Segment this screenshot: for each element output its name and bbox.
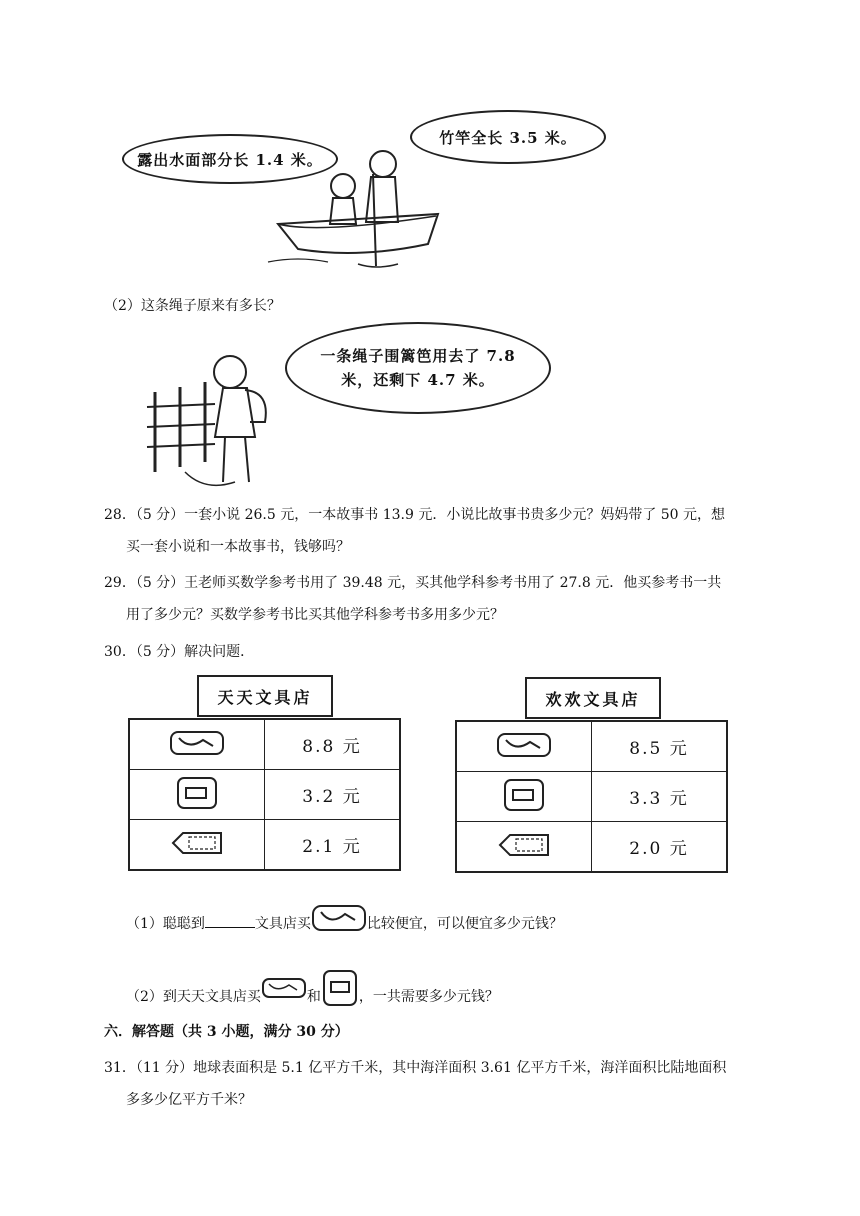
q29-line1: 29．（5 分）王老师买数学参考书用了 39.48 元，买其他学科参考书用了 27.8 元．他买参考书一共 — [104, 575, 722, 591]
bubble-right-text: 竹竿全长 3.5 米。 — [439, 128, 577, 147]
shop1-price-pencil-case: 8.8 元 — [265, 719, 401, 770]
q29-line2: 用了多少元？买数学参考书比买其他学科参考书多用多少元？ — [126, 607, 504, 623]
eraser-icon — [456, 822, 592, 873]
q30-sub2 — [126, 968, 499, 1026]
q30-sub2-suffix: ，一共需要多少元钱？ — [358, 989, 499, 1005]
q30-sub1-suffix: 比较便宜，可以便宜多少元钱？ — [366, 916, 563, 932]
q30-line1: 30．（5 分）解决问题． — [104, 644, 255, 660]
sharpener-icon — [129, 770, 265, 820]
shop1-title: 天天文具店 — [217, 687, 313, 707]
shop2-price-sharpener: 3.3 元 — [592, 772, 728, 822]
q27-sub2: （2）这条绳子原来有多长？ — [104, 298, 281, 314]
table-row — [129, 719, 400, 770]
sharpener-icon — [321, 968, 359, 1026]
shop1-price-sharpener: 3.2 元 — [265, 770, 401, 820]
shop1-price-table — [128, 718, 401, 871]
q31-line2: 多多少亿平方千米？ — [126, 1092, 252, 1108]
eraser-icon — [129, 820, 265, 871]
sharpener-icon — [456, 772, 592, 822]
bubble-left-text: 露出水面部分长 1.4 米。 — [137, 150, 323, 169]
q31-line1: 31．（11 分）地球表面积是 5.1 亿平方千米，其中海洋面积 3.61 亿平方千米，海洋面积比陆地面积 — [104, 1060, 727, 1076]
q28-line1: 28．（5 分）一套小说 26.5 元，一本故事书 13.9 元．小说比故事书贵多少元？妈妈带了 50 元，想 — [104, 507, 726, 523]
table-row — [456, 772, 727, 822]
fence-figure — [145, 322, 565, 492]
pencil-case-icon — [129, 719, 265, 770]
table-row — [456, 822, 727, 873]
answer-blank[interactable] — [205, 913, 255, 928]
table-row — [129, 770, 400, 820]
q30-sub1-prefix: （1）聪聪到 — [126, 916, 205, 932]
pencil-case-icon — [261, 975, 307, 1019]
q30-sub2-prefix: （2）到天天文具店买 — [126, 989, 261, 1005]
shop1-title-sign — [197, 675, 333, 717]
boy-at-fence-icon — [145, 342, 295, 492]
shop2-title: 欢欢文具店 — [545, 689, 641, 709]
shop2-title-sign — [525, 677, 661, 719]
pencil-case-icon — [456, 721, 592, 772]
q30-sub2-and: 和 — [306, 989, 321, 1005]
table-row — [456, 721, 727, 772]
section6-heading: 六．解答题（共 3 小题，满分 30 分） — [104, 1024, 349, 1040]
shop2-price-pencil-case: 8.5 元 — [592, 721, 728, 772]
shop1-price-eraser: 2.1 元 — [265, 820, 401, 871]
table-row — [129, 820, 400, 871]
q28-line2: 买一套小说和一本故事书，钱够吗？ — [126, 539, 350, 555]
bubble-rope-text: 一条绳子围篱笆用去了 7.8 米，还剩下 4.7 米。 — [320, 347, 516, 389]
shop2-price-table — [455, 720, 728, 873]
boat-figure — [118, 104, 608, 274]
q30-sub1 — [126, 900, 563, 948]
pencil-case-icon — [311, 900, 367, 948]
shop2-price-eraser: 2.0 元 — [592, 822, 728, 873]
speech-bubble-rope — [285, 322, 551, 414]
boat-with-children-icon — [258, 144, 458, 274]
q30-sub1-middle: 文具店买 — [254, 916, 311, 932]
